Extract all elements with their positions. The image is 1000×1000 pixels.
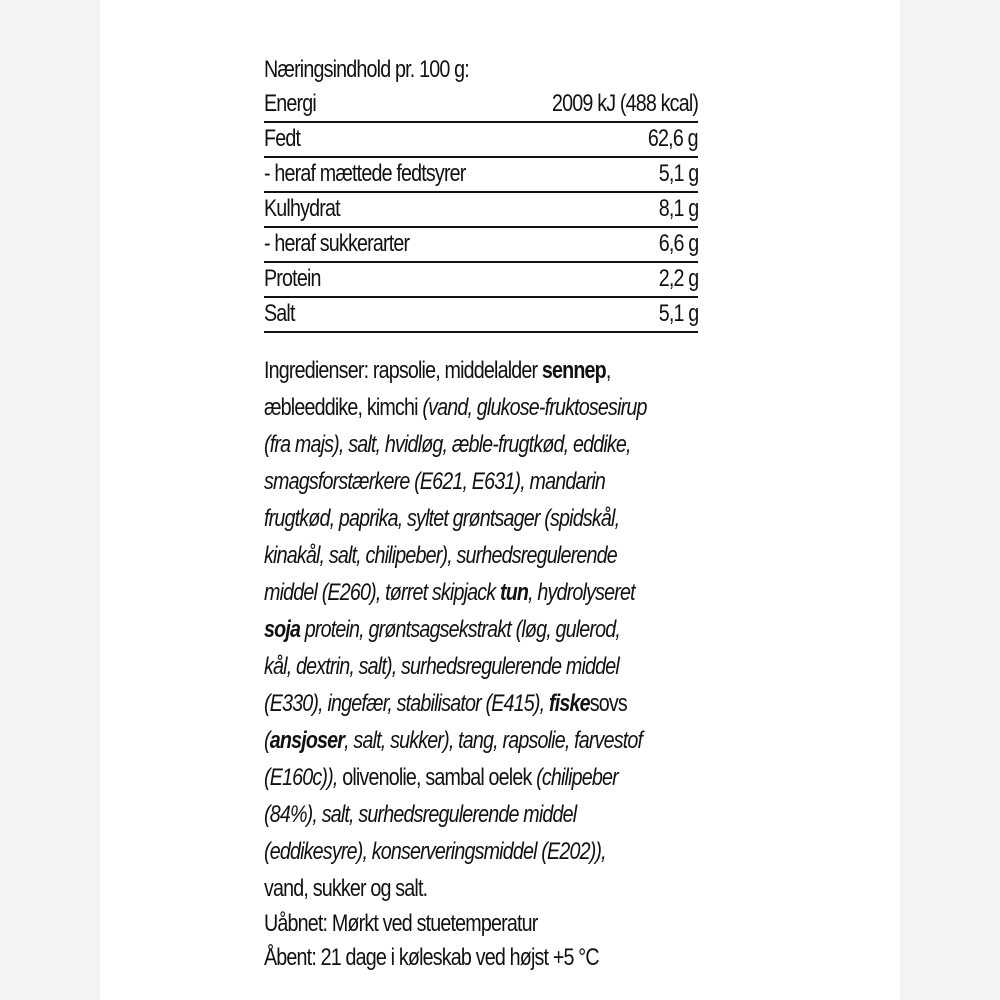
ingredients-line: [264, 870, 707, 907]
nutrient-value: 6,6 g: [658, 230, 698, 257]
nutrient-value: 2009 kJ (488 kcal): [551, 90, 698, 117]
ingredient-text: kinakål, salt, chilipeber), surhedsregulerende: [264, 542, 617, 569]
ingredient-text: , hydrolyseret: [528, 579, 635, 606]
allergen-tun: tun: [499, 579, 529, 606]
nutrient-name: Fedt: [264, 125, 301, 152]
storage-unopened: Uåbnet: Mørkt ved stuetemperatur: [264, 910, 538, 937]
ingredients-line: [264, 648, 707, 685]
ingredient-text: olivenolie, sambal oelek: [337, 764, 537, 791]
ingredient-text: kål, dextrin, salt), surhedsregulerende middel: [264, 653, 619, 680]
ingredient-text: smagsforstærkere (E621, E631), mandarin: [264, 468, 606, 495]
nutrition-row-kulhydrat: [264, 193, 698, 228]
ingredients-line: [264, 500, 707, 537]
ingredients-line: [264, 463, 707, 500]
nutrient-name: - heraf mættede fedtsyrer: [264, 160, 466, 187]
storage-opened: Åbent: 21 dage i køleskab ved højst +5 °C: [264, 944, 599, 971]
ingredients-line: [264, 796, 707, 833]
nutrition-heading: Næringsindhold pr. 100 g:: [264, 56, 469, 83]
nutrient-value: 62,6 g: [648, 125, 698, 152]
ingredient-text: protein, grøntsagsekstrakt (løg, gulerod,: [300, 616, 621, 643]
nutrition-row-salt: [264, 298, 698, 333]
ingredient-text: sovs: [589, 690, 627, 717]
nutrient-name: - heraf sukkerarter: [264, 230, 410, 257]
ingredient-text: æbleeddike, kimchi: [264, 394, 423, 421]
ingredient-text: frugtkød, paprika, syltet grøntsager (spidskål,: [264, 505, 620, 532]
ingredient-text: (84%), salt, surhedsregulerende middel: [264, 801, 577, 828]
ingredient-text: (E160c)),: [264, 764, 338, 791]
ingredient-text: rapsolie, middelalder: [372, 357, 542, 384]
ingredients-line: [264, 537, 707, 574]
nutrient-name: Salt: [264, 300, 295, 327]
ingredient-text: vand, sukker og salt.: [264, 875, 428, 902]
allergen-sennep: sennep: [541, 357, 606, 384]
nutrient-value: 5,1 g: [658, 160, 698, 187]
ingredients-label: Ingredienser:: [264, 357, 369, 384]
ingredient-text: ,: [605, 357, 611, 384]
ingredient-text: (vand, glukose-fruktosesirup: [422, 394, 647, 421]
ingredients-line: [264, 833, 707, 870]
nutrition-row-energi: [264, 88, 698, 123]
ingredients-line: [264, 611, 707, 648]
ingredients-line: [264, 426, 707, 463]
nutrition-row-sukkerarter: [264, 228, 698, 263]
nutrition-row-protein: [264, 263, 698, 298]
nutrition-row-fedt: [264, 123, 698, 158]
ingredients-line: [264, 722, 707, 759]
nutrition-row-maettede: [264, 158, 698, 193]
ingredient-text: , salt, sukker), tang, rapsolie, farvestof: [344, 727, 643, 754]
ingredients-line: [264, 759, 707, 796]
ingredients-line: [264, 352, 707, 389]
nutrient-name: Protein: [264, 265, 321, 292]
ingredient-text: (chilipeber: [536, 764, 618, 791]
nutrient-value: 5,1 g: [658, 300, 698, 327]
ingredients-line: [264, 685, 707, 722]
nutrient-name: Energi: [264, 90, 316, 117]
ingredient-text: (: [264, 727, 270, 754]
ingredients-text: [264, 352, 804, 975]
allergen-fiske: fiske: [548, 690, 590, 717]
allergen-ansjoser: ansjoser: [269, 727, 345, 754]
ingredient-text: (eddikesyre), konserveringsmiddel (E202)),: [264, 838, 606, 865]
ingredients-line: [264, 389, 707, 426]
nutrient-name: Kulhydrat: [264, 195, 340, 222]
allergen-soja: soja: [264, 616, 301, 643]
ingredient-text: (fra majs), salt, hvidløg, æble-frugtkød, eddike,: [264, 431, 631, 458]
nutrition-table: [264, 52, 704, 333]
nutrient-value: 8,1 g: [658, 195, 698, 222]
nutrient-value: 2,2 g: [658, 265, 698, 292]
ingredients-line: [264, 574, 707, 611]
ingredient-text: middel (E260), tørret skipjack: [264, 579, 500, 606]
ingredient-text: (E330), ingefær, stabilisator (E415),: [264, 690, 549, 717]
